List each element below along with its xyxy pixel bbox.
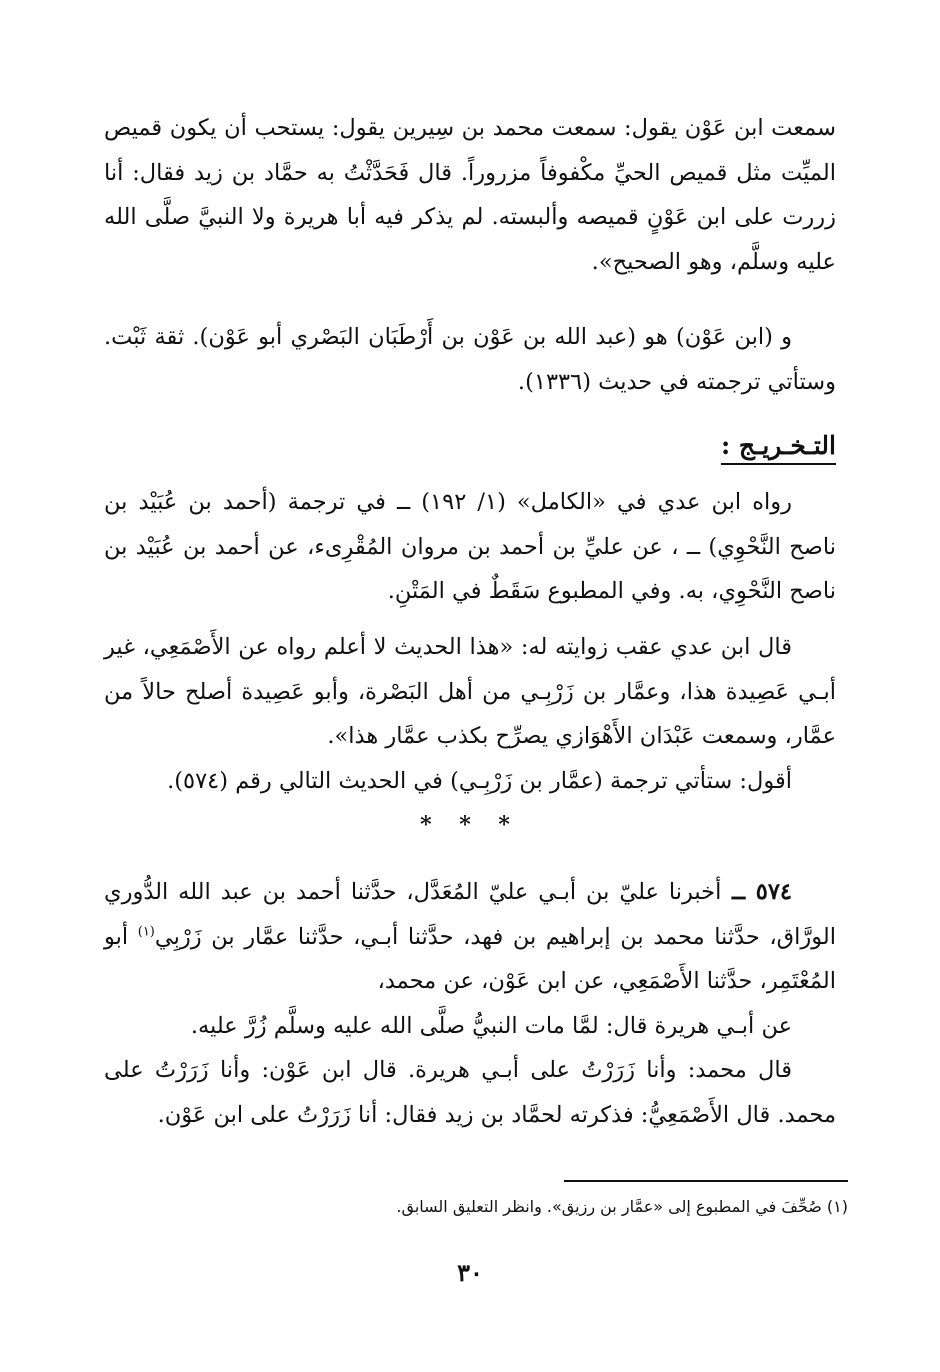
hadith-addendum: قال محمد: وأنا زَرَرْتُ على أبـي هريرة. قال ابن عَوْن: وأنا زَرَرْتُ على محمد. قال الأَصْمَعِيُّ: فذكرته لحمَّاد بن زيد فقال: أنا زَرَرْتُ على ابن عَوْن.: [104, 1057, 836, 1128]
hadith-number: ٥٧٤: [755, 879, 792, 905]
takhrij-text: رواه ابن عدي في «الكامل» (١/ ١٩٢) ــ في ترجمة (أحمد بن عُبَيْد بن ناصح النَّحْوِي) ــ ، عن عليِّ بن أحمد بن مروان المُقْرِىء، عن أحمد بن عُبَيْد بن ناصح النَّحْوِي، به. وفي المطبوع سَقَطٌ في المَتْنِ.: [104, 489, 836, 604]
hadith-574: [104, 870, 836, 1137]
continued-quote-paragraph: [104, 106, 836, 284]
isnad-text-a: أخبرنا عليّ بن أبـي عليّ المُعَدَّل، حدَّثنا أحمد بن عبد الله الدُّوري الورَّاق، حدَّثنا محمد بن إبراهيم بن فهد، حدَّثنا أبـي، حدَّثنا عمَّار بن زَرْبِي: [104, 879, 836, 950]
narrator-note-paragraph: [104, 315, 836, 404]
takhrij-paragraph: [104, 480, 836, 614]
ibn-adi-comment: قال ابن عدي عقب زوايته له: «هذا الحديث لا أعلم رواه عن الأَصْمَعِي، غير أبـي عَصِيدة هذا، وعمَّار بن زَرْبِـي من أهل البَصْرة، وأبو عَصِيدة أصلح حالاً من عمَّار، وسمعت عَبْدَان الأَهْوَازي يصرِّح بكذب عمَّار هذا».: [104, 634, 836, 749]
hadith-isnad: [104, 870, 836, 1004]
commentary-section: [104, 625, 836, 803]
isnad-text-b: أبو المُعْتَمِر، حدَّثنا الأَصْمَعِي، عن ابن عَوْن، عن محمد،: [104, 923, 836, 994]
section-separator: * * *: [420, 812, 520, 838]
section-heading-takhrij: التـخـريـج :: [720, 431, 836, 460]
footnote-divider: [564, 1180, 848, 1182]
footnote-reference: (١): [137, 924, 155, 939]
narrator-note-text: و (ابن عَوْن) هو (عبد الله بن عَوْن بن أَرْطَبَان البَصْري أبو عَوْن). ثقة ثَبْت. وستأتي ترجمته في حديث (١٣٣٦).: [104, 324, 836, 395]
footnote: (١) صُحِّفَ في المطبوع إلى «عمَّار بن رزيق». وانظر التعليق السابق.: [396, 1197, 848, 1216]
author-remark: أقول: ستأتي ترجمة (عمَّار بن زَرْبِـي) في الحديث التالي رقم (٥٧٤).: [167, 767, 792, 794]
hadith-matn: عن أبـي هريرة قال: لمَّا مات النبيُّ صلَّى الله عليه وسلَّم زُرَّ عليه.: [190, 1012, 792, 1039]
hadith-dash: ــ: [721, 879, 756, 905]
quote-text: سمعت ابن عَوْن يقول: سمعت محمد بن سِيرين يقول: يستحب أن يكون قميص الميِّت مثل قميص الحيِّ مكْفوفاً مزروراً. قال فَحَدَّثْتُ به حمَّاد بن زيد فقال: أنا زررت على ابن عَوْنٍ قميصه وألبسته. لم يذكر فيه أبا هريرة ولا النبيَّ صلَّى الله عليه وسلَّم، وهو الصحيح».: [104, 115, 836, 275]
page-number: ٣٠: [457, 1258, 483, 1287]
